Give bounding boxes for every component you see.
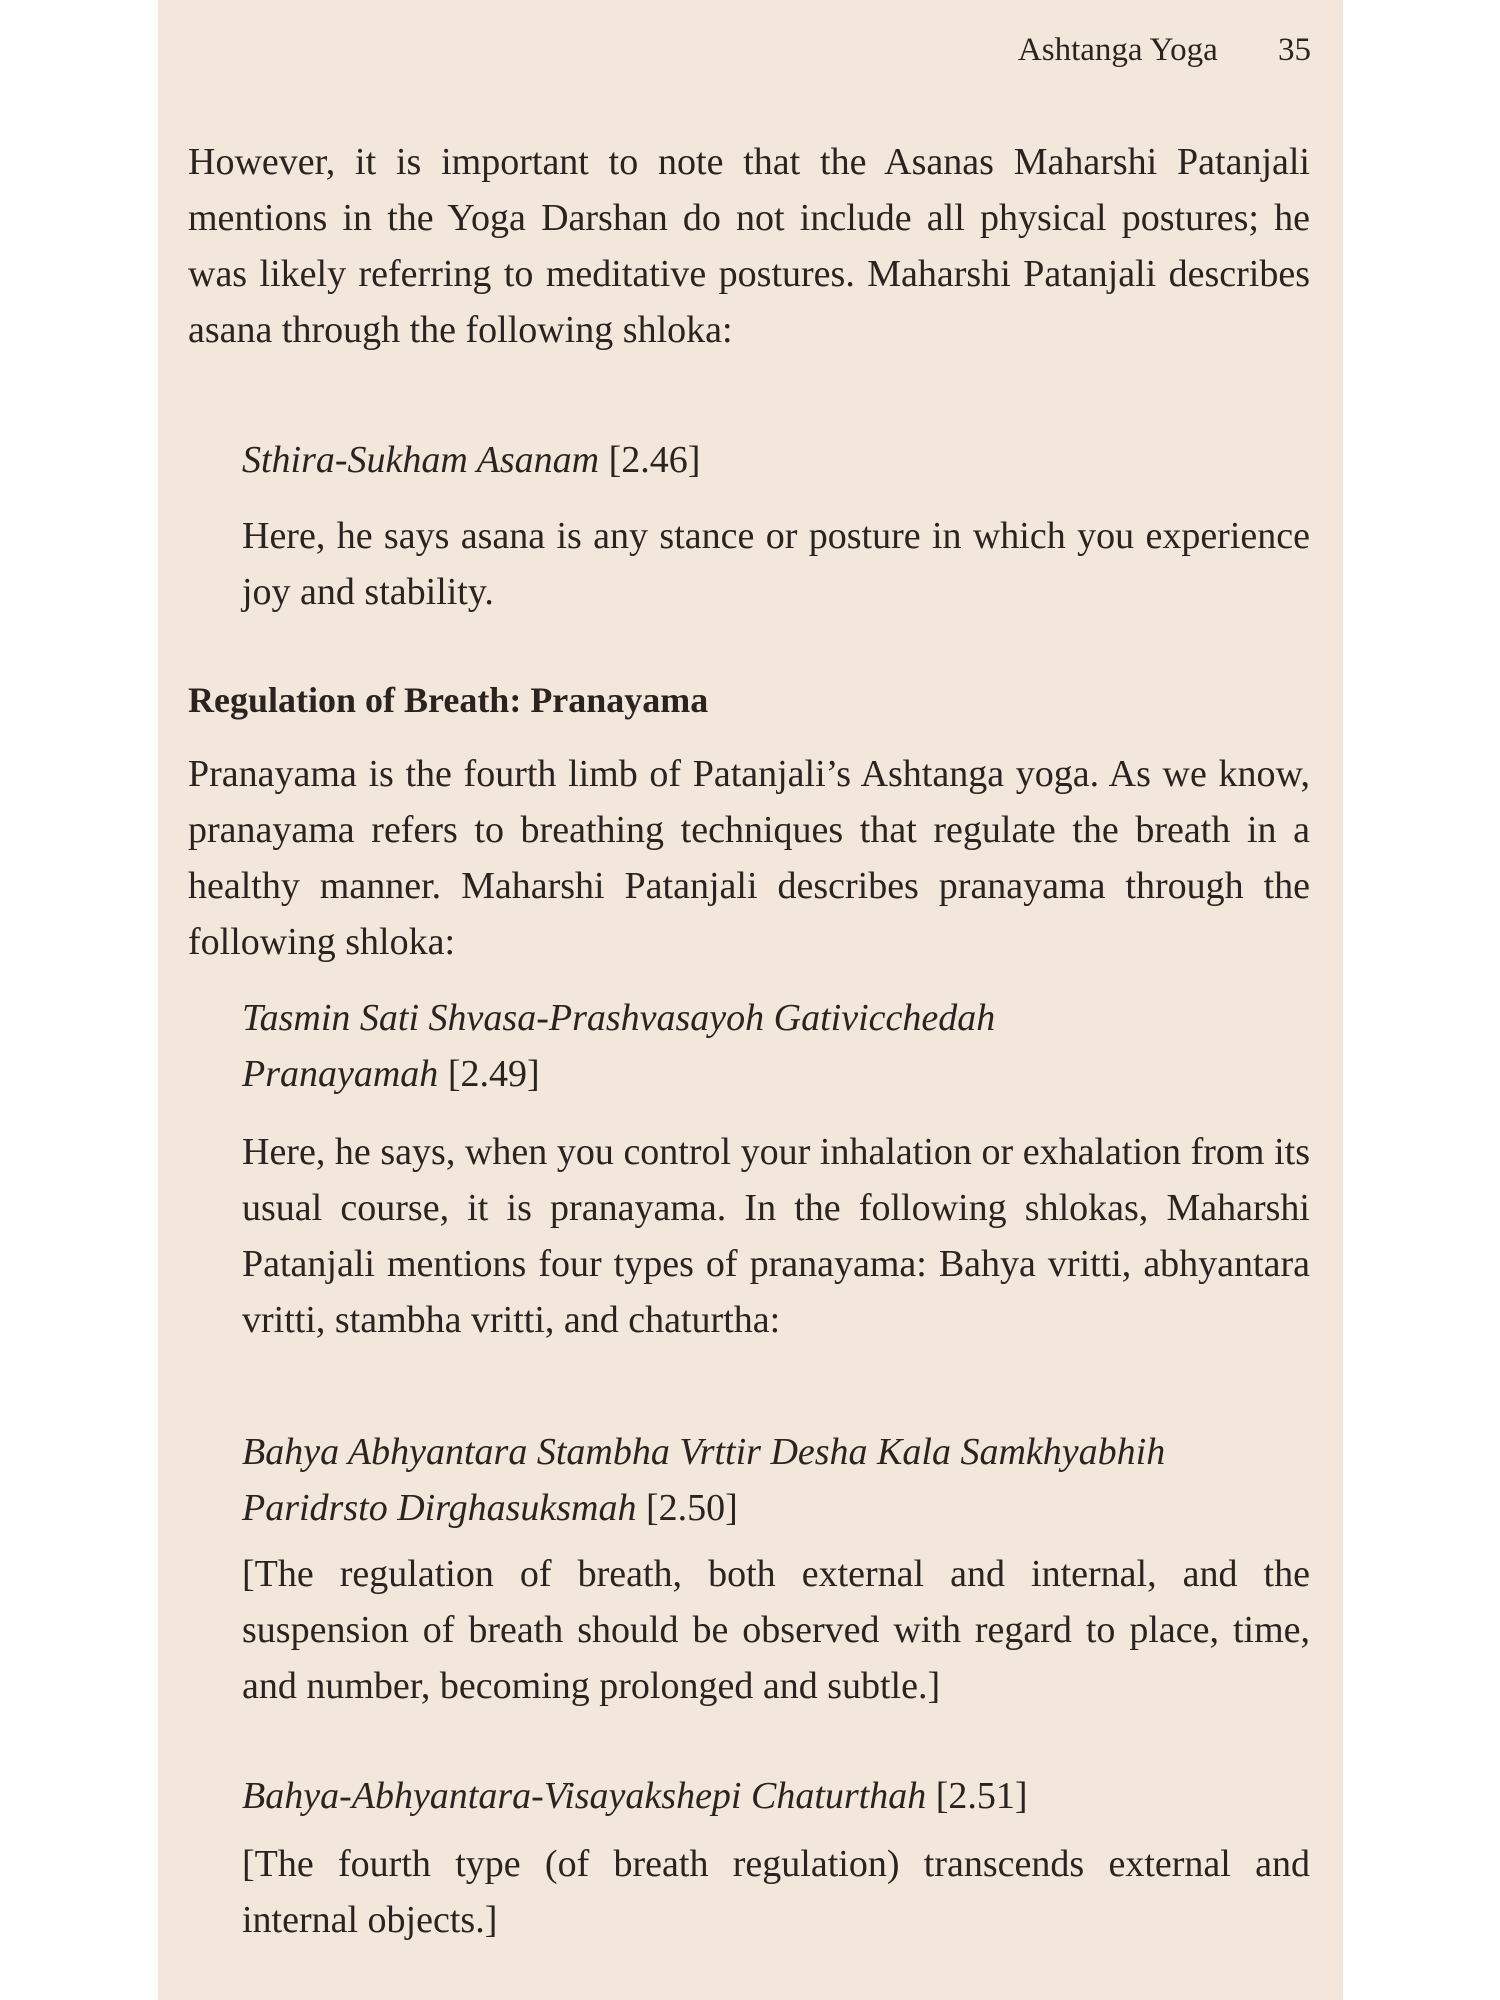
shloka-2-51-text: Bahya-Abhyantara-Visayakshepi Chaturthah — [242, 1775, 927, 1817]
shloka-2-50 — [242, 1424, 1310, 1536]
pranayama-explanation: Here, he says, when you control your inhalation or exhalation from its usual course, it is pranayama. In the following shlokas, Maharshi Patanjali mentions four types of pranayama: Bahya vritti, abhyantara vritti, stambha vritti, and chaturtha: — [242, 1131, 1310, 1341]
running-header-title: Ashtanga Yoga — [1017, 32, 1218, 68]
asana-shloka-ref: [2.46] — [608, 439, 701, 481]
pranayama-shloka-line1: Tasmin Sati Shvasa-Prashvasayoh Gativicchedah — [242, 997, 996, 1039]
pranayama-shloka — [242, 990, 1310, 1102]
pranayama-paragraph: Pranayama is the fourth limb of Patanjali’s Ashtanga yoga. As we know, pranayama refers to breathing techniques that regulate the breath in a healthy manner. Maharshi Patanjali describes pranayama through the following shloka: — [188, 753, 1310, 963]
translation-2-50: [The regulation of breath, both external and internal, and the suspension of breath should be observed with regard to place, time, and number, becoming prolonged and subtle.] — [242, 1553, 1310, 1707]
intro-paragraph: However, it is important to note that the Asanas Maharshi Patanjali mentions in the Yoga Darshan do not include all physical postures; he was likely referring to meditative postures. Maharshi Patanjali describes asana through the following shloka: — [188, 141, 1310, 351]
shloka-2-50-line1: Bahya Abhyantara Stambha Vrttir Desha Kala Samkhyabhih — [242, 1431, 1166, 1473]
pranayama-shloka-ref: [2.49] — [447, 1053, 540, 1095]
running-header — [1018, 32, 1311, 69]
shloka-2-50-line2: Paridrsto Dirghasuksmah — [242, 1487, 637, 1529]
shloka-2-51 — [242, 1768, 1310, 1824]
asana-shloka-text: Sthira-Sukham Asanam — [242, 439, 600, 481]
book-page — [158, 0, 1343, 2000]
pranayama-shloka-line2: Pranayamah — [242, 1053, 439, 1095]
section-heading: Regulation of Breath: Pranayama — [188, 680, 709, 720]
asana-explanation: Here, he says asana is any stance or posture in which you experience joy and stability. — [242, 515, 1310, 613]
shloka-2-50-ref: [2.50] — [645, 1487, 738, 1529]
page-number: 35 — [1278, 32, 1311, 68]
shloka-2-51-ref: [2.51] — [935, 1775, 1028, 1817]
asana-shloka — [242, 432, 1310, 488]
translation-2-51: [The fourth type (of breath regulation) transcends external and internal objects.] — [242, 1843, 1310, 1941]
